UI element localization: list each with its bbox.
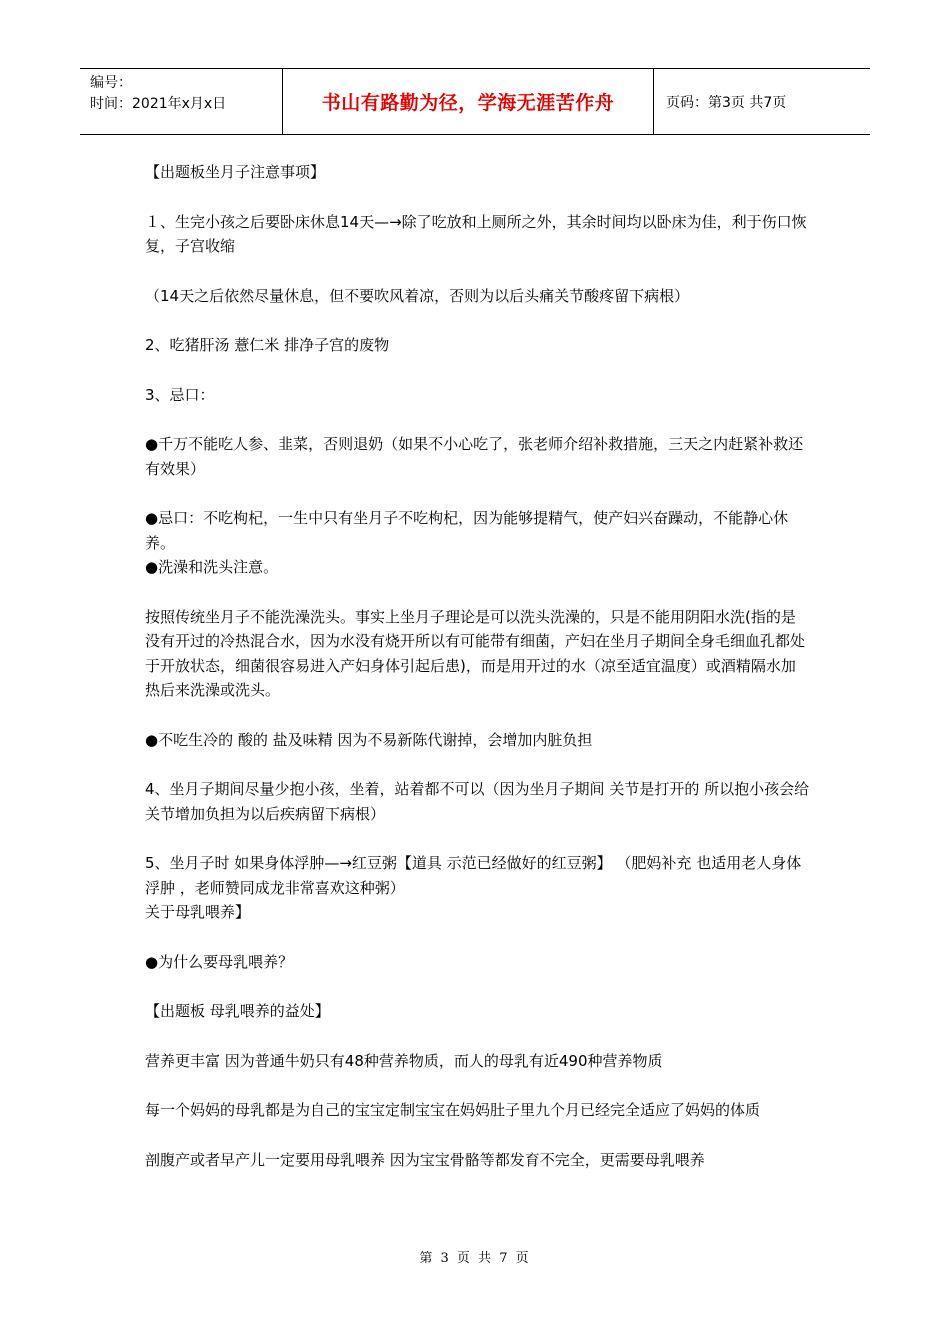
paragraph: 2、吃猪肝汤 薏仁米 排净子宫的废物: [145, 336, 390, 354]
header-page-info: 页码：第3页 共7页: [666, 94, 787, 111]
paragraph: 4、坐月子期间尽量少抱小孩，坐着，站着都不可以（因为坐月子期间 关节是打开的 所以抱小孩会给关节增加负担为以后疾病留下病根）: [145, 780, 810, 823]
paragraph: 营养更丰富 因为普通牛奶只有48种营养物质，而人的母乳有近490种营养物质: [145, 1051, 663, 1070]
header-motto: 书山有路勤为径，学海无涯苦作舟: [283, 69, 654, 134]
section-heading: 关于母乳喂养】: [145, 903, 251, 921]
paragraph: （14天之后依然尽量休息，但不要吹风着凉，否则为以后头痛关节酸疼留下病根）: [145, 286, 690, 305]
paragraph: 3、忌口：: [145, 385, 215, 404]
document-time: 时间：2021年x月x日: [90, 96, 227, 112]
bullet-paragraph: ●洗澡和洗头注意。: [145, 558, 279, 576]
header-meta: [80, 69, 283, 134]
paragraph: 按照传统坐月子不能洗澡洗头。事实上坐月子理论是可以洗头洗澡的，只是不能用阴阳水洗(指的是没有开过的冷热混合水，因为水没有烧开所以有可能带有细菌，产妇在坐月子期间全身毛细血孔都处于开放状态，细菌很容易进入产妇身体引起后患)，而是用开过的水（凉至适宜温度）或酒精隔水加热后来洗澡或洗头。: [145, 607, 806, 699]
bullet-paragraph: ●忌口：不吃枸杞，一生中只有坐月子不吃枸杞，因为能够提精气，使产妇兴奋躁动，不能静心休养。: [145, 509, 789, 552]
section-heading: 【出题板坐月子注意事项】: [145, 163, 326, 181]
bullet-paragraph: ●千万不能吃人参、韭菜，否则退奶（如果不小心吃了，张老师介绍补救措施，三天之内赶紧补救还有效果）: [145, 435, 804, 478]
page-header: [80, 68, 870, 135]
bullet-paragraph: ●为什么要母乳喂养？: [145, 952, 294, 971]
paragraph: 5、坐月子时 如果身体浮肿—→红豆粥【道具 示范已经做好的红豆粥】 （肥妈补充 也适用老人身体浮肿 ，老师赞同成龙非常喜欢这种粥）: [145, 854, 802, 897]
document-body: [145, 160, 810, 1197]
page-footer: 第 3 页 共 7 页: [419, 1251, 531, 1266]
paragraph: 剖腹产或者早产儿一定要用母乳喂养 因为宝宝骨骼等都发育不完全，更需要母乳喂养: [145, 1150, 705, 1169]
paragraph: 每一个妈妈的母乳都是为自己的宝宝定制宝宝在妈妈肚子里九个月已经完全适应了妈妈的体质: [145, 1101, 761, 1119]
paragraph: １、生完小孩之后要卧床休息14天—→除了吃放和上厕所之外，其余时间均以卧床为佳，利于伤口恢复，子宫收缩: [145, 212, 807, 255]
bullet-paragraph: ●不吃生冷的 酸的 盐及味精 因为不易新陈代谢掉，会增加内脏负担: [145, 730, 593, 749]
section-heading: 【出题板 母乳喂养的益处】: [145, 1002, 330, 1020]
document-number: 编号：: [90, 75, 132, 91]
